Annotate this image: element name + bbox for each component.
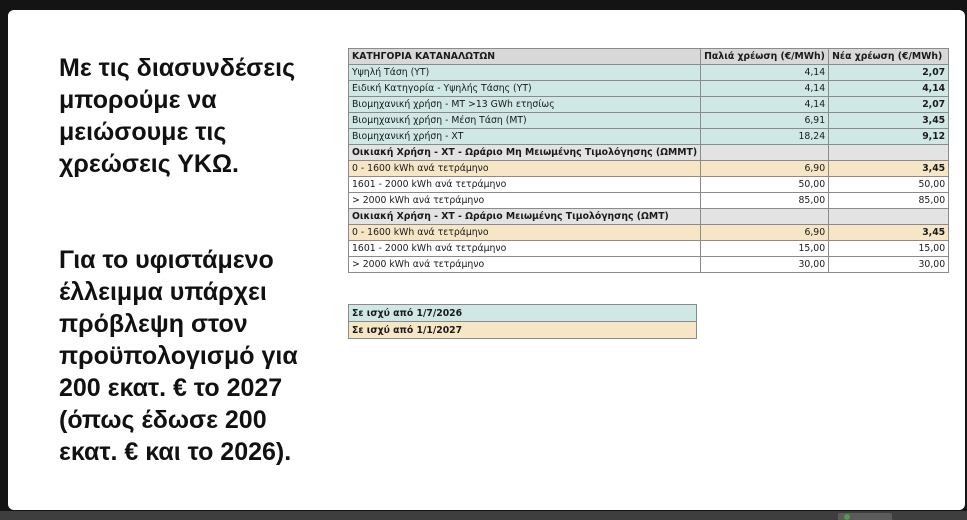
new-charge-cell: 50,00 [829, 177, 949, 193]
table-header-row [349, 49, 949, 65]
table-row [349, 81, 949, 97]
text-line: μειώσουμε τις [59, 118, 227, 146]
old-charge-cell: 6,90 [701, 225, 829, 241]
text-line: (όπως έδωσε 200 [59, 406, 267, 434]
table-row [349, 225, 949, 241]
category-cell: > 2000 kWh ανά τετράμηνο [349, 257, 701, 273]
table-row [349, 257, 949, 273]
new-charge-cell: 4,14 [829, 81, 949, 97]
table-row [349, 177, 949, 193]
section-title-cell: Οικιακή Χρήση - ΧΤ - Ωράριο Μειωμένης Τιμολόγησης (ΩΜΤ) [349, 209, 701, 225]
legend-item-2027: Σε ισχύ από 1/1/2027 [349, 322, 697, 339]
new-charge-cell: 30,00 [829, 257, 949, 273]
new-charge-cell: 2,07 [829, 97, 949, 113]
table-row [349, 113, 949, 129]
table-row [349, 161, 949, 177]
new-charge-cell [829, 145, 949, 161]
category-cell: 0 - 1600 kWh ανά τετράμηνο [349, 161, 701, 177]
text-line: πρόβλεψη στον [59, 310, 248, 338]
category-cell: Βιομηχανική χρήση - ΧΤ [349, 129, 701, 145]
new-charge-cell [829, 209, 949, 225]
text-block-deficit [59, 244, 349, 468]
old-charge-cell: 50,00 [701, 177, 829, 193]
text-line: 200 εκατ. € το 2027 [59, 374, 283, 402]
legend-item-2026: Σε ισχύ από 1/7/2026 [349, 305, 697, 322]
old-charge-cell: 4,14 [701, 65, 829, 81]
section-title-cell: Οικιακή Χρήση - ΧΤ - Ωράριο Μη Μειωμένης Τιμολόγησης (ΩΜΜΤ) [349, 145, 701, 161]
table-row [349, 97, 949, 113]
table-row [349, 193, 949, 209]
old-charge-cell [701, 145, 829, 161]
new-charge-cell: 9,12 [829, 129, 949, 145]
old-charge-cell: 18,24 [701, 129, 829, 145]
new-charge-cell: 2,07 [829, 65, 949, 81]
table-row [349, 65, 949, 81]
text-block-interconnections [59, 52, 349, 180]
old-charge-cell: 6,91 [701, 113, 829, 129]
old-charge-cell: 4,14 [701, 97, 829, 113]
new-charge-cell: 3,45 [829, 225, 949, 241]
category-cell: 0 - 1600 kWh ανά τετράμηνο [349, 225, 701, 241]
effective-date-legend [348, 304, 697, 339]
table-row [349, 241, 949, 257]
category-cell: 1601 - 2000 kWh ανά τετράμηνο [349, 177, 701, 193]
new-charge-cell: 85,00 [829, 193, 949, 209]
new-charge-cell: 3,45 [829, 113, 949, 129]
column-header-old-charge: Παλιά χρέωση (€/MWh) [701, 49, 829, 65]
old-charge-cell: 4,14 [701, 81, 829, 97]
new-charge-cell: 15,00 [829, 241, 949, 257]
category-cell: Βιομηχανική χρήση - Μέση Τάση (ΜΤ) [349, 113, 701, 129]
old-charge-cell: 30,00 [701, 257, 829, 273]
old-charge-cell: 15,00 [701, 241, 829, 257]
column-header-category: ΚΑΤΗΓΟΡΙΑ ΚΑΤΑΝΑΛΩΤΩΝ [349, 49, 701, 65]
table-row [349, 129, 949, 145]
category-cell: Υψηλή Τάση (ΥΤ) [349, 65, 701, 81]
category-cell: Ειδική Κατηγορία - Υψηλής Τάσης (ΥΤ) [349, 81, 701, 97]
bottom-bar [0, 511, 967, 520]
logo-icon [844, 514, 850, 520]
text-line: έλλειμμα υπάρχει [59, 278, 267, 306]
old-charge-cell: 85,00 [701, 193, 829, 209]
text-line: μπορούμε να [59, 86, 217, 114]
old-charge-cell [701, 209, 829, 225]
new-charge-cell: 3,45 [829, 161, 949, 177]
table-section-row-omt [349, 209, 949, 225]
text-line: χρεώσεις ΥΚΩ. [59, 150, 239, 178]
category-cell: Βιομηχανική χρήση - ΜΤ >13 GWh ετησίως [349, 97, 701, 113]
text-line: Με τις διασυνδέσεις [59, 54, 296, 82]
tariff-table [348, 48, 949, 273]
old-charge-cell: 6,90 [701, 161, 829, 177]
column-header-new-charge: Νέα χρέωση (€/MWh) [829, 49, 949, 65]
category-cell: > 2000 kWh ανά τετράμηνο [349, 193, 701, 209]
text-line: προϋπολογισμό για [59, 342, 298, 370]
table-section-row-omm [349, 145, 949, 161]
category-cell: 1601 - 2000 kWh ανά τετράμηνο [349, 241, 701, 257]
logo-badge [838, 513, 892, 520]
text-line: Για το υφιστάμενο [59, 246, 274, 274]
text-line: εκατ. € και το 2026). [59, 438, 292, 466]
